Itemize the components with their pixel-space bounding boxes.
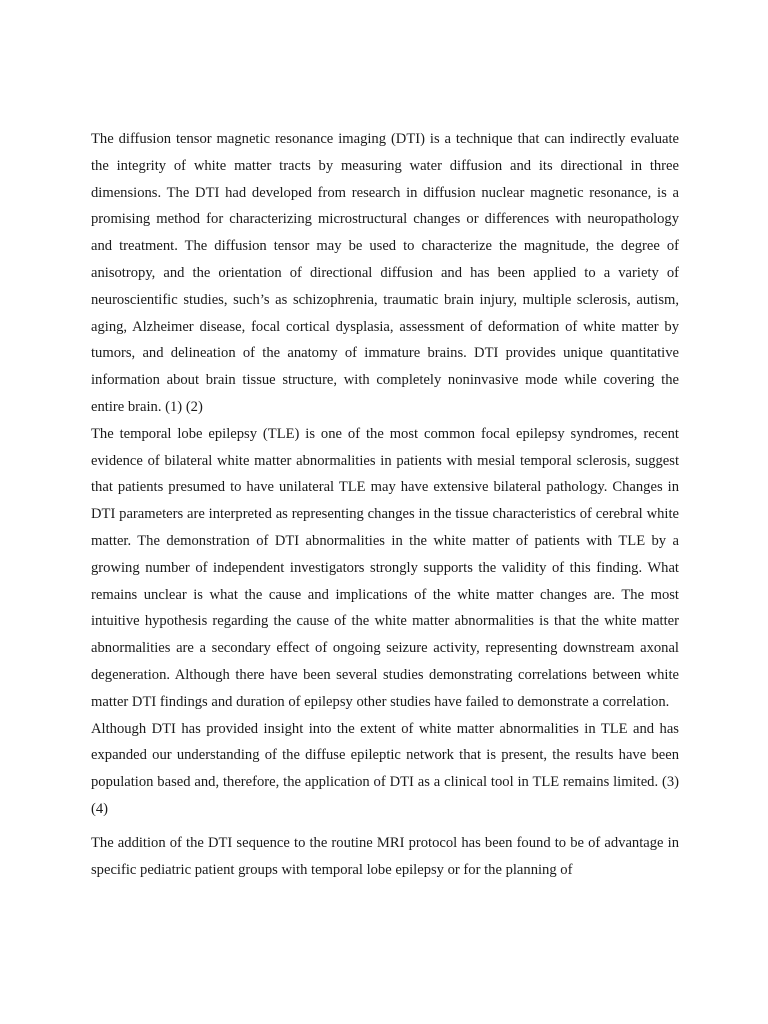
body-text bbox=[91, 126, 679, 883]
paragraph-dti-intro: The diffusion tensor magnetic resonance imaging (DTI) is a technique that can indirectly evaluate the integrity of white matter tracts by measuring water diffusion and its directional in three dimensions. The DTI had developed from research in diffusion nuclear magnetic resonance, is a promising method for characterizing microstructural changes or differences with neuropathology and treatment. The diffusion tensor may be used to characterize the magnitude, the degree of anisotropy, and the orientation of directional diffusion and has been applied to a variety of neuroscientific studies, such’s as schizophrenia, traumatic brain injury, multiple sclerosis, autism, aging, Alzheimer disease, focal cortical dysplasia, assessment of deformation of white matter by tumors, and delineation of the anatomy of immature brains. DTI provides unique quantitative information about brain tissue structure, with completely noninvasive mode while covering the entire brain. (1) (2) bbox=[91, 131, 679, 415]
paragraph-tle-abnormalities: The temporal lobe epilepsy (TLE) is one of the most common focal epilepsy syndromes, recent evidence of bilateral white matter abnormalities in patients with mesial temporal sclerosis, suggest that patients presumed to have unilateral TLE may have extensive bilateral pathology. Changes in DTI parameters are interpreted as representing changes in the tissue characteristics of cerebral white matter. The demonstration of DTI abnormalities in the white matter of patients with TLE by a growing number of independent investigators strongly supports the validity of this finding. What remains unclear is what the cause and implications of the white matter changes are. The most intuitive hypothesis regarding the cause of the white matter abnormalities is that the white matter abnormalities are a secondary effect of ongoing seizure activity, representing downstream axonal degeneration. Although there have been several studies demonstrating correlations between white matter DTI findings and duration of epilepsy other studies have failed to demonstrate a correlation. bbox=[91, 425, 679, 710]
paragraph-dti-mri-protocol: The addition of the DTI sequence to the routine MRI protocol has been found to be of advantage in specific pediatric patient groups with temporal lobe epilepsy or for the planning of bbox=[91, 834, 679, 878]
paragraph-dti-clinical-limits: Although DTI has provided insight into the extent of white matter abnormalities in TLE and has expanded our understanding of the diffuse epileptic network that is present, the results have been population based and, therefore, the application of DTI as a clinical tool in TLE remains limited. (3) (4) bbox=[91, 720, 679, 817]
